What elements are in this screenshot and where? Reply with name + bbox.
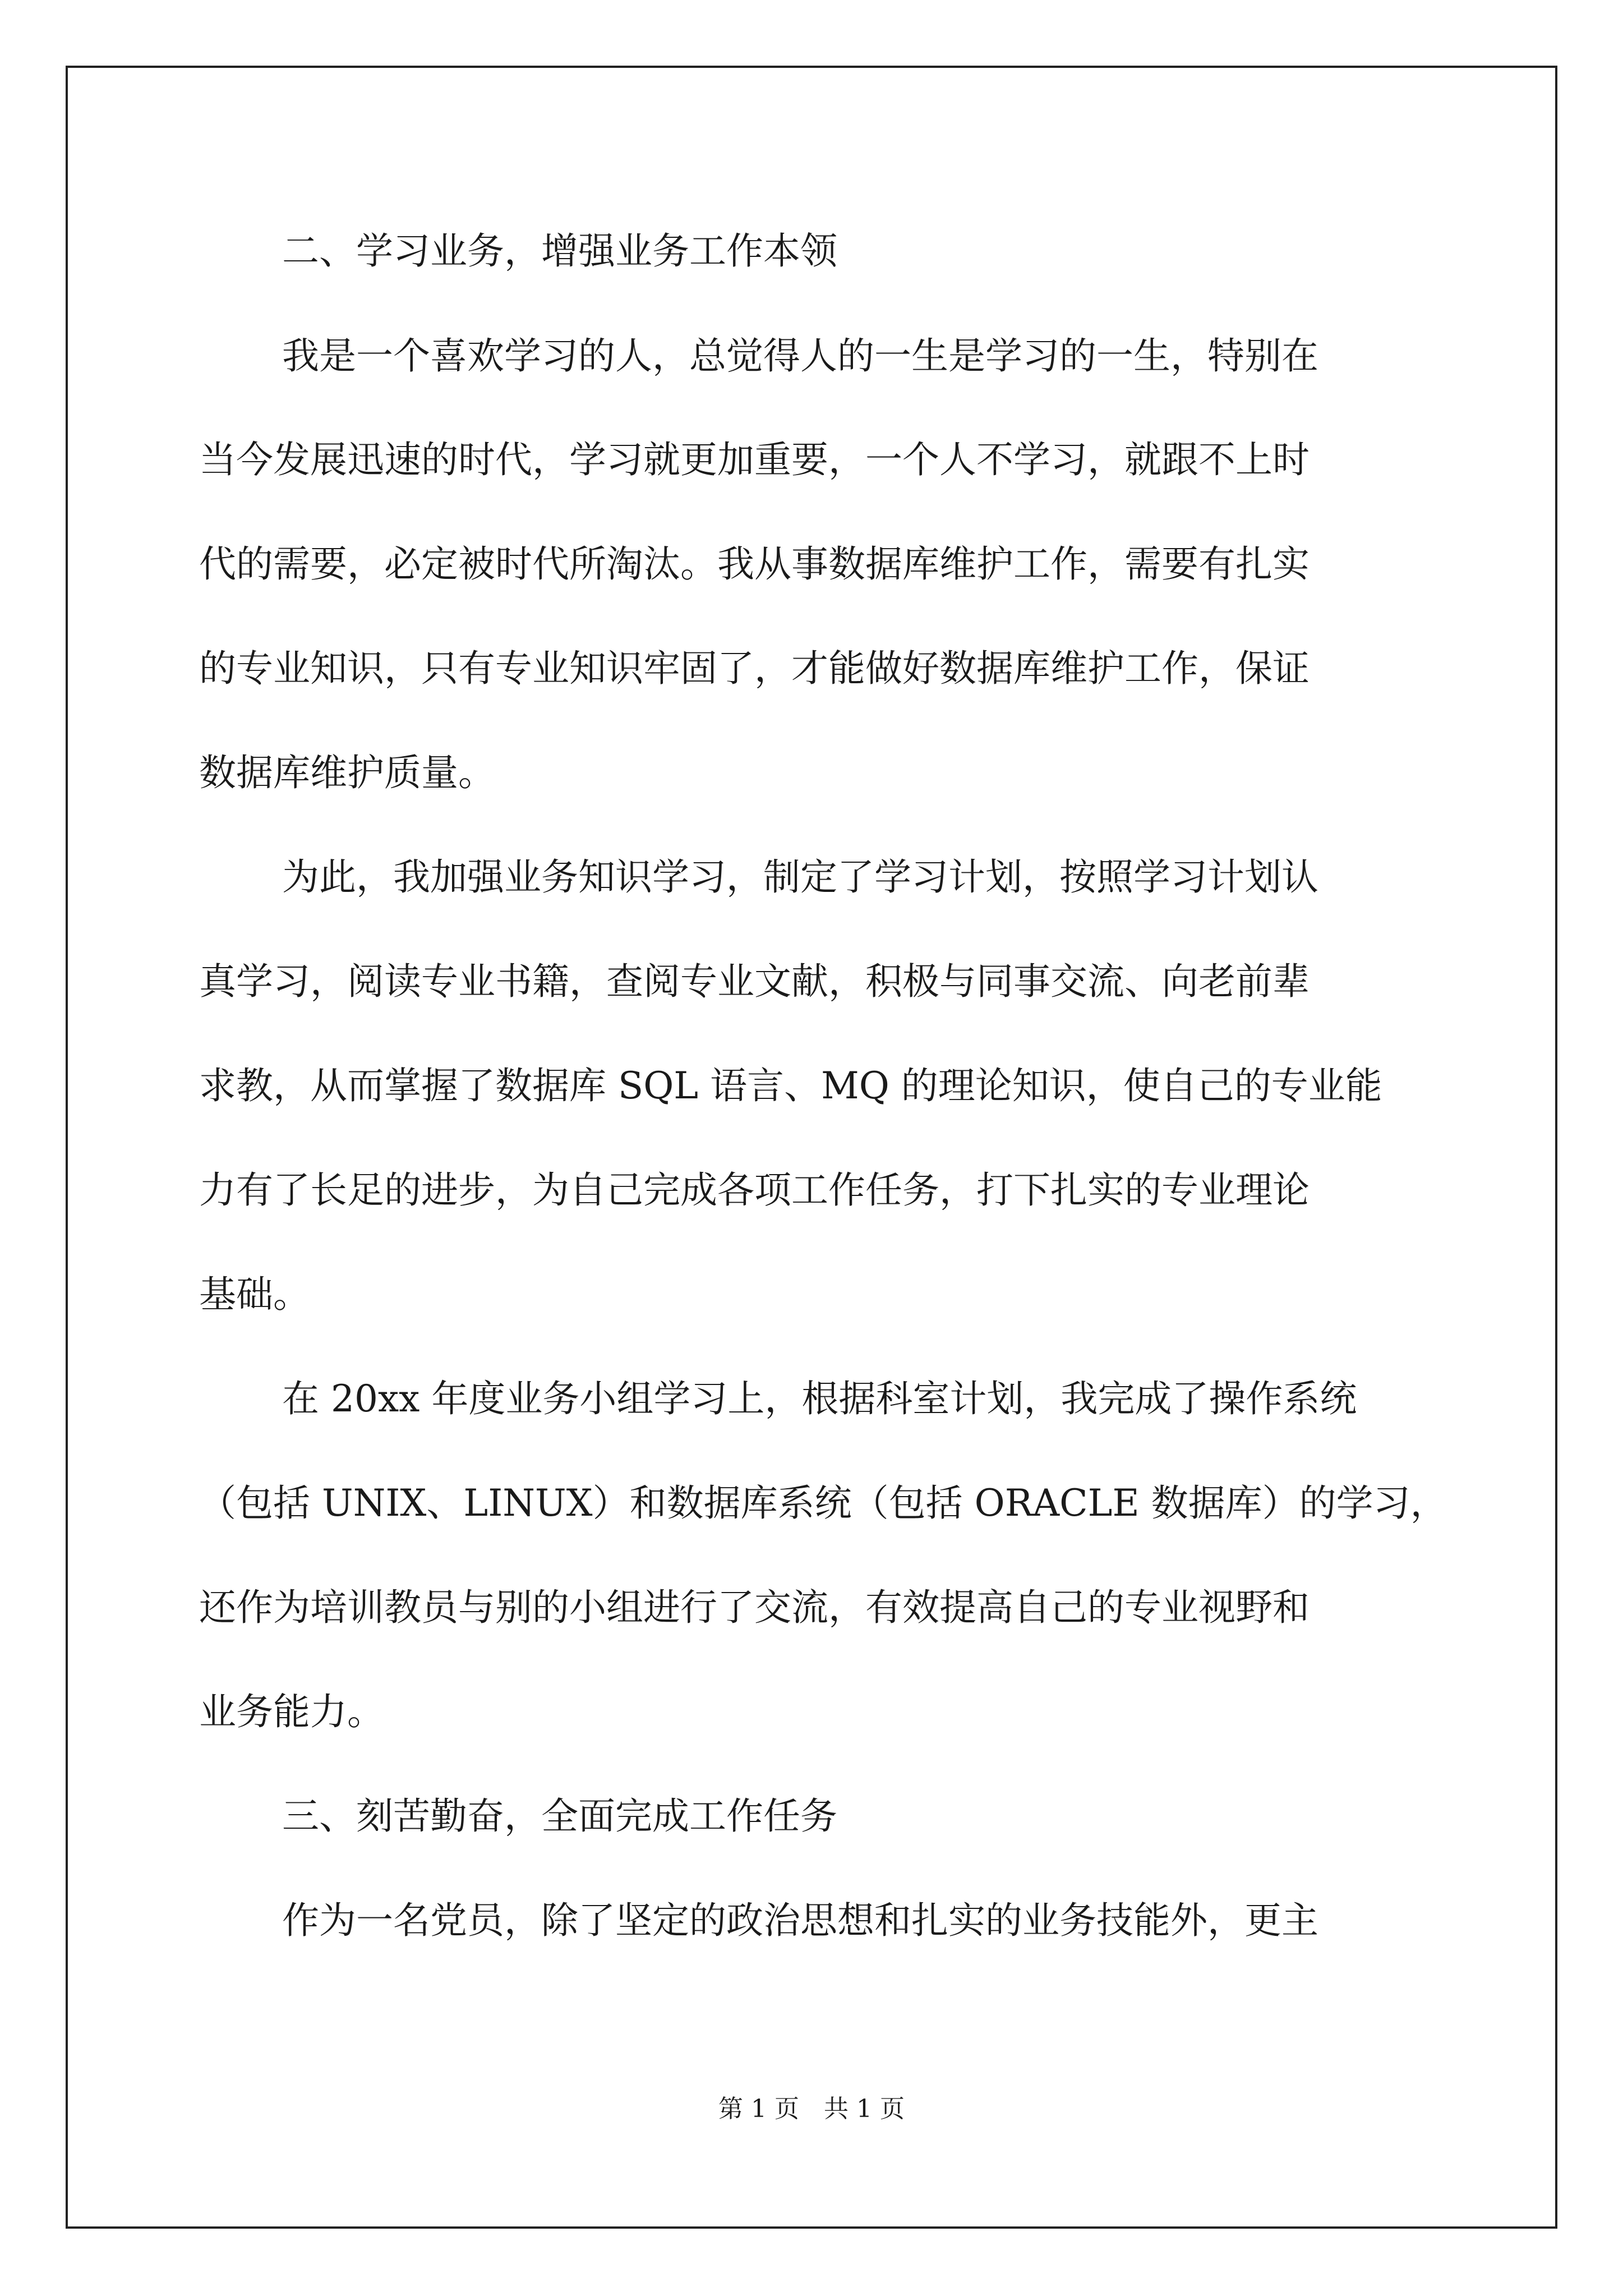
paragraph-line: 真学习，阅读专业书籍，查阅专业文献，积极与同事交流、向老前辈 — [199, 960, 1310, 1003]
paragraph-line: 力有了长足的进步，为自己完成各项工作任务，打下扎实的专业理论 — [199, 1168, 1310, 1212]
paragraph-line: 基础。 — [199, 1273, 310, 1316]
page-footer: 第 1 页 共 1 页 — [718, 2095, 905, 2123]
paragraph-line: 业务能力。 — [199, 1690, 384, 1733]
paragraph-line: 代的需要，必定被时代所淘汰。我从事数据库维护工作，需要有扎实 — [199, 542, 1310, 586]
section-heading-3: 三、刻苦勤奋，全面完成工作任务 — [282, 1795, 837, 1838]
paragraph-line: 在 20xx 年度业务小组学习上，根据科室计划，我完成了操作系统 — [282, 1377, 1357, 1420]
paragraph-line: 为此，我加强业务知识学习，制定了学习计划，按照学习计划认 — [282, 855, 1318, 899]
section-heading-2: 二、学习业务，增强业务工作本领 — [282, 229, 837, 273]
paragraph-line: 作为一名党员，除了坚定的政治思想和扎实的业务技能外，更主 — [282, 1899, 1318, 1942]
paragraph-line: 求教，从而掌握了数据库 SQL 语言、MQ 的理论知识，使自己的专业能 — [199, 1064, 1382, 1107]
paragraph-line: 的专业知识，只有专业知识牢固了，才能做好数据库维护工作，保证 — [199, 647, 1310, 690]
paragraph-line: 数据库维护质量。 — [199, 751, 495, 794]
paragraph-line: 还作为培训教员与别的小组进行了交流，有效提高自己的专业视野和 — [199, 1586, 1310, 1629]
paragraph-line: （包括 UNIX、LINUX）和数据库系统（包括 ORACLE 数据库）的学习， — [199, 1481, 1447, 1525]
paragraph-line: 我是一个喜欢学习的人，总觉得人的一生是学习的一生，特别在 — [282, 334, 1318, 378]
paragraph-line: 当今发展迅速的时代，学习就更加重要，一个人不学习，就跟不上时 — [199, 438, 1310, 481]
